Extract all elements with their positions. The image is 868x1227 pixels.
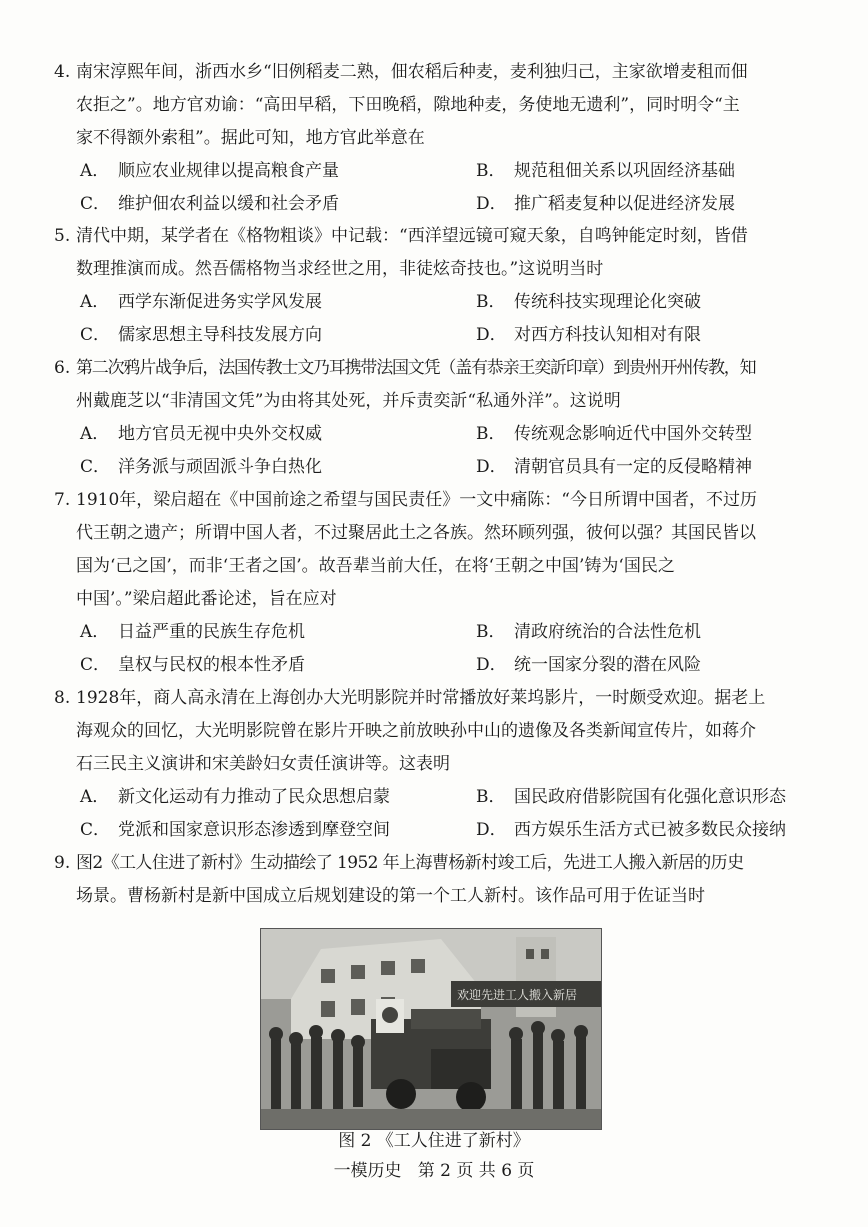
option-b[interactable]: B． 国民政府借影院国有化强化意识形态	[476, 787, 786, 807]
question-number: 7.	[54, 490, 71, 510]
options	[80, 418, 824, 484]
question-stem: 5. 清代中期，某学者在《格物粗谈》中记载：“西洋望远镜可窥天象，自鸣钟能定时刻，皆借 数理推演而成。然吾儒格物当求经世之用，非徒炫奇技也。”这说明当时	[54, 220, 824, 286]
question-stem: 7. 1910年，梁启超在《中国前途之希望与国民责任》一文中痛陈：“今日所谓中国者，不过历 代王朝之遗产；所谓中国人者，不过聚居此土之各族。然环顾列强，彼何以强？其国民皆以 国为‘己之国’，而非‘王者之国’。故吾辈当前大任，在将‘王朝之中国’铸为‘国民之 中国’。”梁启超此番论述，旨在应对	[54, 484, 824, 616]
question-stem: 8. 1928年，商人高永清在上海创办大光明影院并时常播放好莱坞影片，一时颇受欢迎。据老上 海观众的回忆，大光明影院曾在影片开映之前放映孙中山的遗像及各类新闻宣传片，如蒋介 石三民主义演讲和宋美龄妇女责任演讲等。这表明	[54, 682, 824, 781]
question-stem: 9. 图2《工人住进了新村》生动描绘了 1952 年上海曹杨新村竣工后，先进工人搬入新居的历史 场景。曹杨新村是新中国成立后规划建设的第一个工人新村。该作品可用于佐证当时	[54, 847, 824, 913]
option-a[interactable]: A． 日益严重的民族生存危机	[80, 622, 305, 642]
option-c[interactable]: C． 儒家思想主导科技发展方向	[80, 325, 322, 345]
option-b[interactable]: B． 传统科技实现理论化突破	[476, 292, 701, 312]
question-number: 4.	[54, 62, 71, 82]
option-c[interactable]: C． 维护佃农利益以缓和社会矛盾	[80, 194, 339, 214]
option-c[interactable]: C． 党派和国家意识形态渗透到摩登空间	[80, 820, 390, 840]
workers-new-village-photo	[261, 929, 601, 1129]
option-c[interactable]: C． 洋务派与顽固派斗争白热化	[80, 457, 322, 477]
option-b[interactable]: B． 传统观念影响近代中国外交转型	[476, 424, 752, 444]
question-number: 6.	[54, 358, 71, 378]
option-a[interactable]: A． 西学东渐促进务实学风发展	[80, 292, 322, 312]
option-b[interactable]: B． 规范租佃关系以巩固经济基础	[476, 161, 735, 181]
question-9	[54, 847, 824, 913]
page-footer: 一模历史 第 2 页 共 6 页	[333, 1161, 535, 1181]
question-6	[54, 352, 824, 484]
option-a[interactable]: A． 顺应农业规律以提高粮食产量	[80, 161, 339, 181]
option-a[interactable]: A． 新文化运动有力推动了民众思想启蒙	[80, 787, 390, 807]
question-stem: 6. 第二次鸦片战争后，法国传教士文乃耳携带法国文凭（盖有恭亲王奕訢印章）到贵州开州传教，知 州戴鹿芝以“非清国文凭”为由将其处死，并斥责奕訢“私通外洋”。这说明	[54, 352, 824, 418]
option-d[interactable]: D． 对西方科技认知相对有限	[476, 325, 701, 345]
figure-photo	[260, 928, 602, 1130]
option-d[interactable]: D． 清朝官员具有一定的反侵略精神	[476, 457, 752, 477]
options	[80, 286, 824, 352]
question-7	[54, 484, 824, 682]
option-c[interactable]: C． 皇权与民权的根本性矛盾	[80, 655, 305, 675]
options	[80, 781, 824, 847]
option-d[interactable]: D． 推广稻麦复种以促进经济发展	[476, 194, 735, 214]
question-number: 8.	[54, 688, 71, 708]
option-a[interactable]: A． 地方官员无视中央外交权威	[80, 424, 322, 444]
option-d[interactable]: D． 统一国家分裂的潜在风险	[476, 655, 701, 675]
question-number: 5.	[54, 226, 71, 246]
banner-text: 欢迎先进工人搬入新居	[457, 988, 578, 1002]
question-stem: 4. 南宋淳熙年间，浙西水乡“旧例稻麦二熟，佃农稻后种麦，麦利独归己，主家欲增麦租而佃 农拒之”。地方官劝谕：“高田早稻，下田晚稻，隙地种麦，务使地无遗利”，同时明令“主 家不得额外索租”。据此可知，地方官此举意在	[54, 56, 824, 155]
question-number: 9.	[54, 853, 71, 873]
option-d[interactable]: D． 西方娱乐生活方式已被多数民众接纳	[476, 820, 786, 840]
options	[80, 155, 824, 221]
option-b[interactable]: B． 清政府统治的合法性危机	[476, 622, 701, 642]
options	[80, 616, 824, 682]
question-5	[54, 220, 824, 352]
question-4	[54, 56, 824, 221]
question-8	[54, 682, 824, 847]
figure-caption: 图 2 《工人住进了新村》	[338, 1131, 530, 1151]
